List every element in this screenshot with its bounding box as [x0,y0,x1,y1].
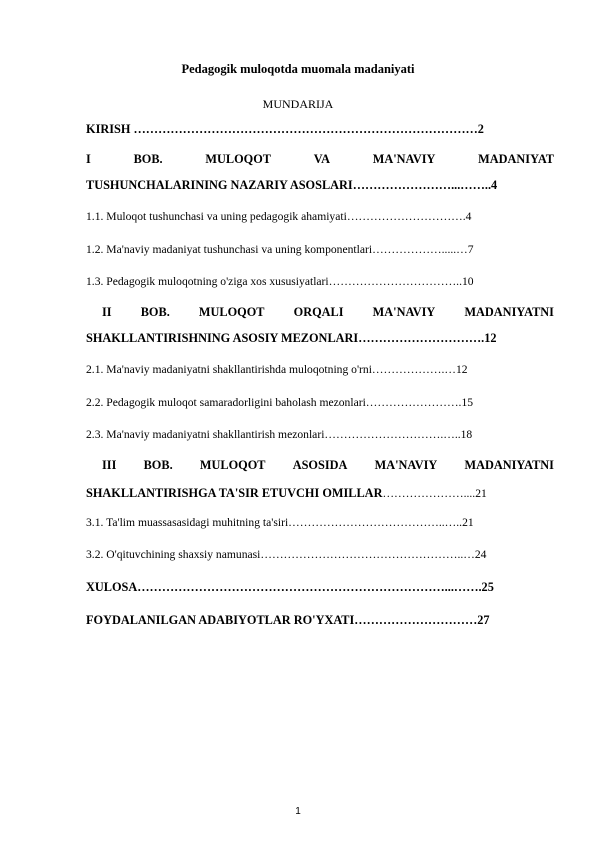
toc-section-1-2: 1.2. Ma'naviy madaniyat tushunchasi va uning komponentlari……………….....…7 [86,243,474,256]
toc-word: ORQALI [293,305,344,319]
toc-chapter-3-line-1 [102,458,554,473]
toc-section-1-1: 1.1. Muloqot tushunchasi va uning pedagogik ahamiyati………………………….4 [86,210,472,223]
toc-section-2-3: 2.3. Ma'naviy madaniyatni shakllantirish mezonlari………………………….…..18 [86,428,473,441]
toc-entry-references: FOYDALANILGAN ADABIYOTLAR RO'YXATI…………………………27 [86,613,490,627]
toc-section-2-1: 2.1. Ma'naviy madaniyatni shakllantirishda muloqotning o'rni……………….…12 [86,363,468,376]
document-title: Pedagogik muloqotda muomala madaniyati [181,62,415,76]
toc-chapter-2-line-2: SHAKLLANTIRISHNING ASOSIY MEZONLARI………………………….12 [86,331,497,345]
toc-word: VA [313,152,330,166]
toc-word: I [86,152,91,166]
toc-section-3-1: 3.1. Ta'lim muassasasidagi muhitning ta'siri…………………………………..…..21 [86,516,474,529]
toc-word: II [102,305,112,319]
toc-word: MULOQOT [205,152,271,166]
toc-word: MADANIYATNI [464,305,554,319]
toc-word: MADANIYATNI [464,458,554,472]
toc-chapter-1-line-2: TUSHUNCHALARINING NAZARIY ASOSLARI……………………...……..4 [86,178,498,192]
toc-section-1-3: 1.3. Pedagogik muloqotning o'ziga xos xususiyatlari……………………………..10 [86,275,474,288]
toc-heading: MUNDARIJA [262,97,334,111]
toc-chapter-3-title: SHAKLLANTIRISHGA TA'SIR ETUVCHI OMILLAR [86,486,383,500]
toc-chapter-1-line-1 [86,152,554,167]
toc-word: MULOQOT [198,305,265,319]
toc-chapter-3-line-2 [86,484,554,502]
toc-word: MULOQOT [199,458,266,472]
toc-word: III [102,458,117,472]
toc-word: MA'NAVIY [372,152,436,166]
toc-chapter-3-leader: …………………....21 [382,487,487,500]
toc-section-2-2: 2.2. Pedagogik muloqot samaradorligini baholash mezonlari…………………….15 [86,396,474,409]
toc-word: BOB. [133,152,163,166]
toc-word: BOB. [143,458,173,472]
toc-chapter-2-line-1 [102,305,554,320]
toc-word: ASOSIDA [292,458,348,472]
toc-entry-xulosa: XULOSA…………………………………………………………………...…….25 [86,580,494,594]
toc-word: BOB. [140,305,170,319]
toc-section-3-2: 3.2. O'qituvchining shaxsiy namunasi……………………………………………..…24 [86,548,487,561]
toc-entry-kirish: KIRISH …………………………………………………………………………2 [86,122,484,136]
page-number: 1 [295,806,301,817]
toc-word: MA'NAVIY [374,458,438,472]
toc-word: MA'NAVIY [372,305,436,319]
toc-word: MADANIYAT [478,152,554,166]
